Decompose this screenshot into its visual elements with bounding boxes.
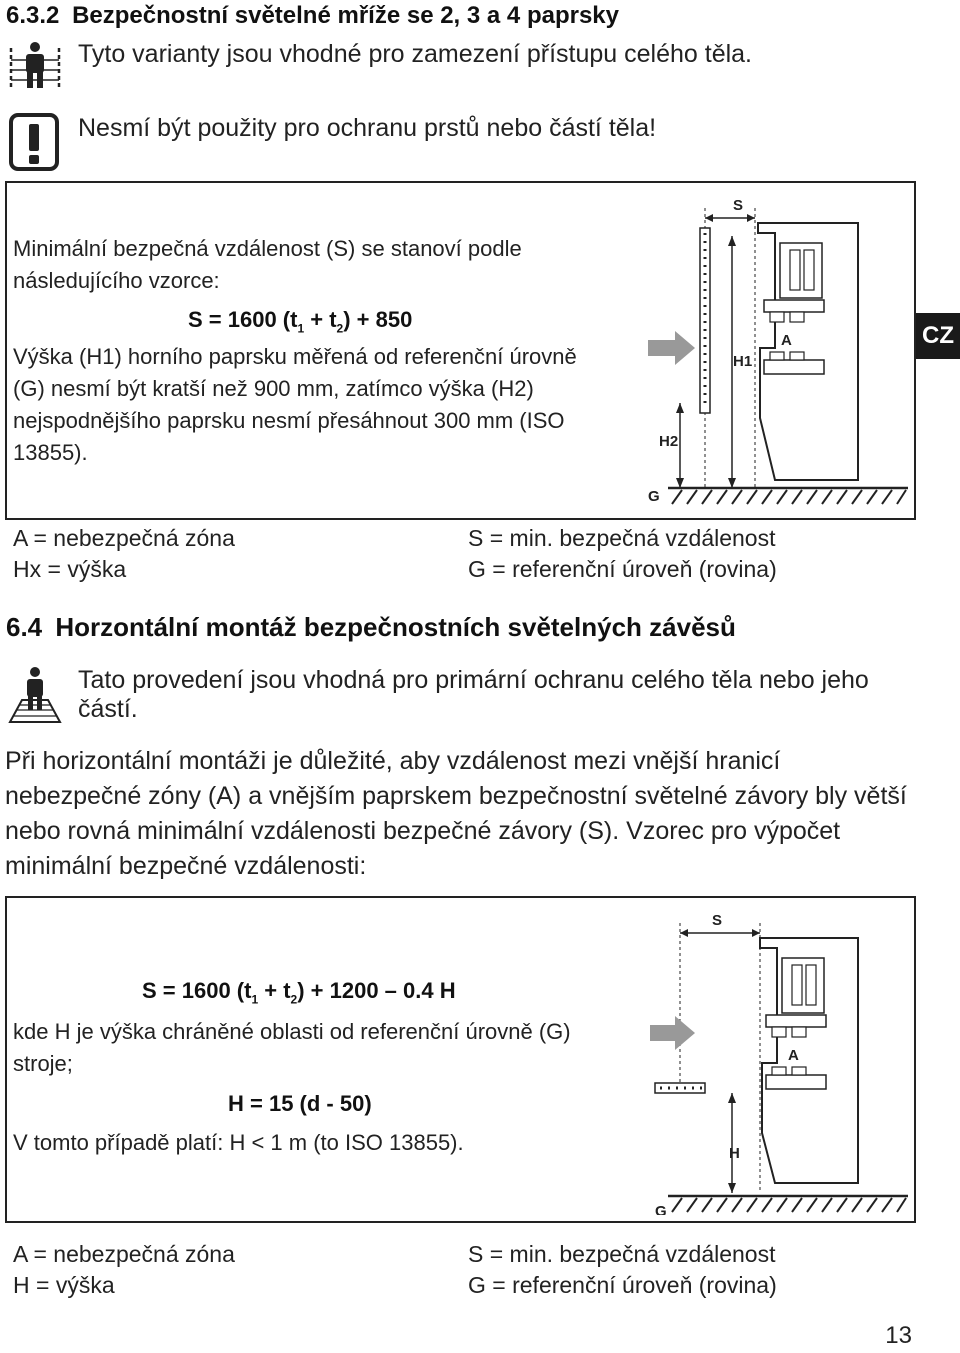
height-requirement: Výška (H1) horního paprsku měřená od referenční úrovně (G) nesmí být kratší než 900 mm, zatímco výška (H2) nejspodnějšího paprsku nesmí přesáhnout 300 mm (ISO 13855). — [13, 344, 577, 465]
note-warning: Nesmí být použity pro ochranu prstů nebo částí těla! — [78, 114, 657, 142]
note-primary-protection: Tato provedení jsou vhodná pro primární ochranu celého těla nebo jeho částí. — [78, 666, 869, 723]
legend-1-right — [468, 523, 777, 585]
label-g: G — [655, 1203, 667, 1215]
whole-body-protection-icon — [6, 40, 64, 90]
label-s: S — [712, 912, 723, 929]
note-body-protection: Tyto varianty jsou vhodné pro zamezení přístupu celého těla. — [78, 40, 752, 68]
section-title: Bezpečnostní světelné mříže se 2, 3 a 4 paprsky — [72, 2, 619, 29]
legend-danger-zone: A = nebezpečná zóna — [13, 1241, 235, 1267]
section-number: 6.3.2 — [6, 2, 60, 29]
formula-s-2: S = 1600 $(t_1 + t_2) + 1200 - 0.4$ H — [142, 978, 456, 1007]
label-g: G — [648, 488, 660, 505]
label-h1: H1 — [733, 353, 753, 370]
vertical-light-curtain-diagram — [640, 188, 910, 513]
language-tab: CZ — [916, 313, 960, 359]
label-h: H — [729, 1145, 740, 1162]
horizontal-light-curtain-diagram — [640, 903, 910, 1215]
legend-reference-level: G = referenční úroveň (rovina) — [468, 1272, 777, 1298]
label-a: A — [788, 1047, 799, 1064]
horizontal-mount-paragraph: Při horizontální montáži je důležité, aby vzdálenost mezi vnější hranicí nebezpečné zóny (A) a vnějším paprskem bezpečnostní světelné závory bly větší nebo rovná minimální vzdálenosti bezpečné závory (S). Vzorec pro výpočet minimální bezpečné vzdálenosti: — [5, 747, 907, 880]
legend-safety-distance: S = min. bezpečná vzdálenost — [468, 525, 776, 551]
legend-safety-distance: S = min. bezpečná vzdálenost — [468, 1241, 776, 1267]
formula-h: H = 15 (d - 50) — [228, 1091, 372, 1116]
whole-body-protection-icon — [6, 664, 64, 726]
warning-icon — [8, 112, 60, 172]
where-h-text: kde H je výška chráněné oblasti od referenční úrovně (G) stroje; — [13, 1019, 571, 1076]
section-number: 6.4 — [6, 612, 43, 642]
section-6-4-heading — [6, 612, 736, 643]
case-text: V tomto případě platí: H < 1 m (to ISO 13855). — [13, 1130, 464, 1155]
legend-1-left — [13, 523, 235, 585]
legend-2-right — [468, 1239, 777, 1301]
legend-danger-zone: A = nebezpečná zóna — [13, 525, 235, 551]
section-6-3-2-heading — [6, 2, 619, 30]
label-a: A — [781, 332, 792, 349]
legend-height: Hx = výška — [13, 556, 127, 582]
formula-intro: Minimální bezpečná vzdálenost (S) se stanoví podle následujícího vzorce: — [13, 236, 522, 293]
label-s: S — [733, 197, 744, 214]
page-number: 13 — [885, 1322, 912, 1349]
label-h2: H2 — [659, 433, 679, 450]
formula-s-1: S = 1600 $(t_1 + t_2) + 850$ — [188, 307, 413, 336]
legend-2-left — [13, 1239, 235, 1301]
legend-height: H = výška — [13, 1272, 115, 1298]
section-title: Horzontální montáž bezpečnostních světelných závěsů — [55, 612, 736, 642]
legend-reference-level: G = referenční úroveň (rovina) — [468, 556, 777, 582]
